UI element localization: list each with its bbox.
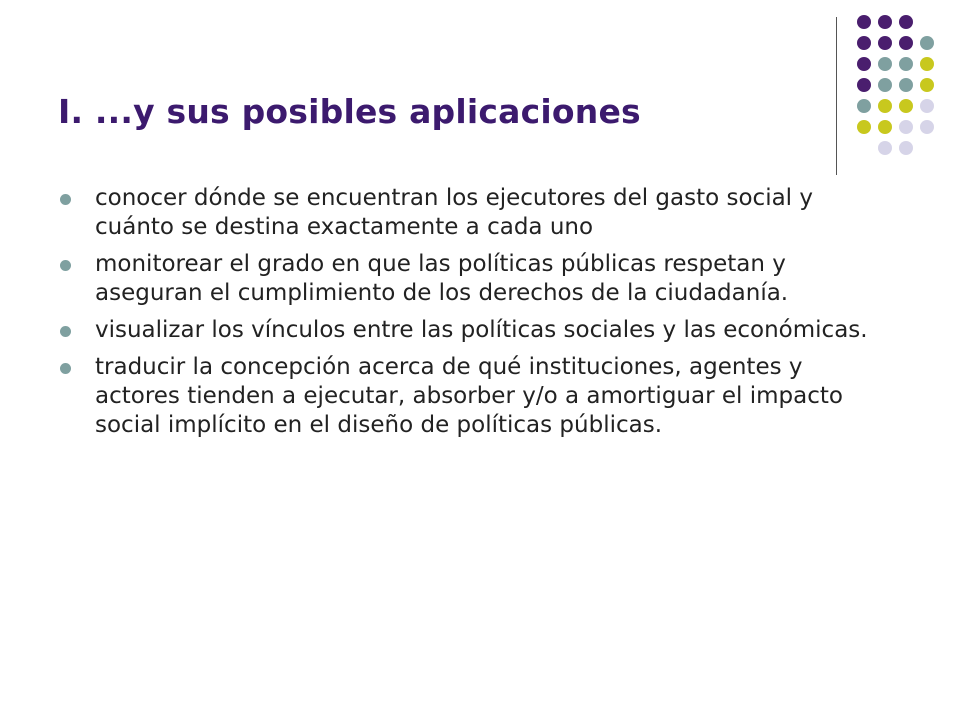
bullet-text: monitorear el grado en que las políticas públicas respetan y aseguran el cumplimiento de los derechos de la ciudadanía. — [95, 251, 789, 306]
decorative-dot — [899, 141, 913, 155]
decorative-dot — [899, 78, 913, 92]
decorative-dot — [899, 120, 913, 134]
bullet-list — [60, 184, 880, 448]
decorative-dot — [857, 99, 871, 113]
decorative-dot — [899, 99, 913, 113]
decorative-dot — [878, 78, 892, 92]
bullet-text: visualizar los vínculos entre las políticas sociales y las económicas. — [95, 317, 868, 343]
bullet-dot-icon — [60, 326, 71, 337]
decorative-dot — [878, 141, 892, 155]
decorative-dot — [899, 15, 913, 29]
bullet-text: traducir la concepción acerca de qué instituciones, agentes y actores tienden a ejecutar, absorber y/o a amortiguar el impacto social implícito en el diseño de políticas públicas. — [95, 354, 843, 438]
decorative-dot — [878, 15, 892, 29]
decorative-dot — [899, 36, 913, 50]
bullet-item — [60, 353, 880, 440]
decorative-dot — [920, 99, 934, 113]
decorative-dot — [899, 57, 913, 71]
decorative-dot — [920, 36, 934, 50]
decorative-dot — [857, 15, 871, 29]
decorative-dot — [920, 57, 934, 71]
decorative-dot — [920, 120, 934, 134]
decorative-dot — [857, 57, 871, 71]
decorative-dot — [857, 120, 871, 134]
slide-title: I. ...y sus posibles aplicaciones — [58, 92, 641, 131]
decorative-dot — [878, 57, 892, 71]
bullet-text: conocer dónde se encuentran los ejecutores del gasto social y cuánto se destina exactamente a cada uno — [95, 185, 813, 240]
bullet-item — [60, 250, 880, 308]
decorative-dot — [878, 120, 892, 134]
bullet-item — [60, 184, 880, 242]
bullet-dot-icon — [60, 194, 71, 205]
decorative-dot-grid — [0, 0, 960, 180]
bullet-item — [60, 316, 880, 345]
bullet-dot-icon — [60, 260, 71, 271]
vertical-divider — [836, 17, 837, 175]
decorative-dot — [857, 78, 871, 92]
decorative-dot — [878, 36, 892, 50]
decorative-dot — [857, 36, 871, 50]
decorative-dot — [920, 78, 934, 92]
bullet-dot-icon — [60, 363, 71, 374]
decorative-dot — [878, 99, 892, 113]
